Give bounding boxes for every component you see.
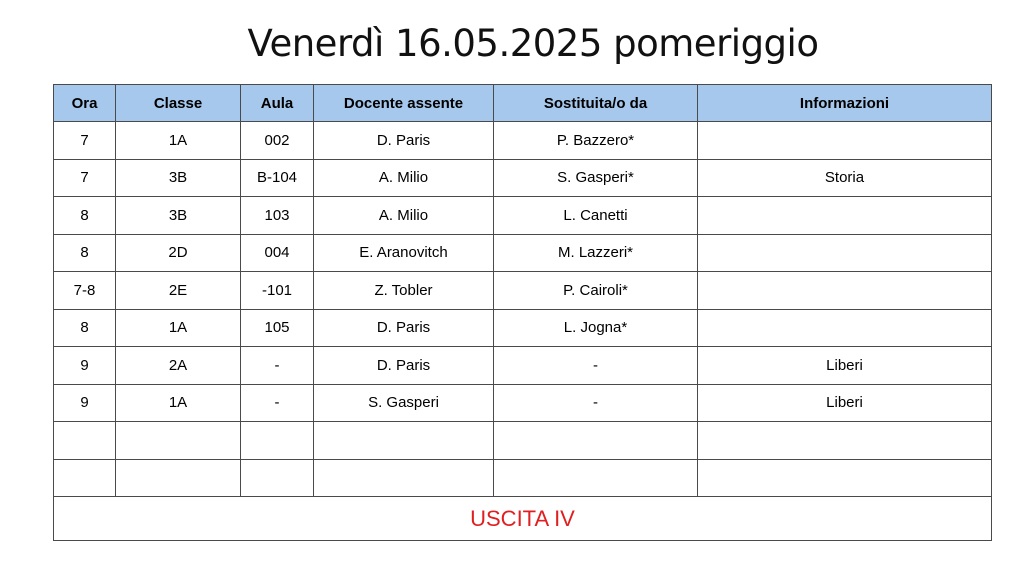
cell-informazioni: Liberi <box>698 384 992 422</box>
cell-docente: D. Paris <box>314 347 494 385</box>
cell-ora <box>54 459 116 497</box>
table-row <box>54 309 992 347</box>
cell-informazioni <box>698 309 992 347</box>
cell-informazioni <box>698 272 992 310</box>
table-row <box>54 197 992 235</box>
header-informazioni: Informazioni <box>698 85 992 122</box>
cell-informazioni <box>698 197 992 235</box>
header-docente-assente: Docente assente <box>314 85 494 122</box>
cell-ora: 8 <box>54 309 116 347</box>
cell-informazioni: Storia <box>698 159 992 197</box>
cell-docente: D. Paris <box>314 122 494 160</box>
cell-informazioni <box>698 422 992 460</box>
cell-docente: D. Paris <box>314 309 494 347</box>
cell-sostituto: - <box>494 347 698 385</box>
table-row <box>54 384 992 422</box>
cell-docente: A. Milio <box>314 159 494 197</box>
table-row <box>54 234 992 272</box>
cell-docente: S. Gasperi <box>314 384 494 422</box>
cell-aula: - <box>241 347 314 385</box>
cell-sostituto <box>494 459 698 497</box>
cell-ora: 7 <box>54 159 116 197</box>
cell-docente: Z. Tobler <box>314 272 494 310</box>
cell-aula <box>241 422 314 460</box>
header-ora: Ora <box>54 85 116 122</box>
cell-sostituto: L. Jogna* <box>494 309 698 347</box>
cell-sostituto: M. Lazzeri* <box>494 234 698 272</box>
cell-sostituto: P. Bazzero* <box>494 122 698 160</box>
cell-classe <box>116 459 241 497</box>
cell-docente <box>314 422 494 460</box>
cell-sostituto: P. Cairoli* <box>494 272 698 310</box>
cell-ora <box>54 422 116 460</box>
cell-aula: - <box>241 384 314 422</box>
table-row <box>54 347 992 385</box>
header-classe: Classe <box>116 85 241 122</box>
cell-ora: 7 <box>54 122 116 160</box>
cell-classe <box>116 422 241 460</box>
cell-informazioni: Liberi <box>698 347 992 385</box>
header-sostituita-da: Sostituita/o da <box>494 85 698 122</box>
cell-sostituto <box>494 422 698 460</box>
cell-ora: 8 <box>54 197 116 235</box>
cell-ora: 9 <box>54 384 116 422</box>
table-row-empty <box>54 422 992 460</box>
cell-docente <box>314 459 494 497</box>
cell-docente: A. Milio <box>314 197 494 235</box>
cell-classe: 2D <box>116 234 241 272</box>
table-row <box>54 272 992 310</box>
cell-classe: 2E <box>116 272 241 310</box>
cell-aula <box>241 459 314 497</box>
cell-classe: 2A <box>116 347 241 385</box>
table-header-row <box>54 85 992 122</box>
cell-classe: 3B <box>116 159 241 197</box>
exit-notice: USCITA IV <box>54 497 992 541</box>
cell-aula: 002 <box>241 122 314 160</box>
cell-aula: -101 <box>241 272 314 310</box>
cell-classe: 1A <box>116 309 241 347</box>
cell-ora: 8 <box>54 234 116 272</box>
table-footer-row <box>54 497 992 541</box>
cell-aula: B-104 <box>241 159 314 197</box>
cell-sostituto: L. Canetti <box>494 197 698 235</box>
cell-classe: 1A <box>116 122 241 160</box>
cell-sostituto: - <box>494 384 698 422</box>
cell-informazioni <box>698 234 992 272</box>
cell-classe: 1A <box>116 384 241 422</box>
cell-aula: 105 <box>241 309 314 347</box>
table-row <box>54 159 992 197</box>
cell-aula: 004 <box>241 234 314 272</box>
cell-sostituto: S. Gasperi* <box>494 159 698 197</box>
cell-aula: 103 <box>241 197 314 235</box>
table-row-empty <box>54 459 992 497</box>
cell-informazioni <box>698 122 992 160</box>
header-aula: Aula <box>241 85 314 122</box>
page-title: Venerdì 16.05.2025 pomeriggio <box>247 22 819 65</box>
table-row <box>54 122 992 160</box>
cell-informazioni <box>698 459 992 497</box>
cell-ora: 9 <box>54 347 116 385</box>
substitution-table <box>53 84 992 541</box>
cell-docente: E. Aranovitch <box>314 234 494 272</box>
cell-ora: 7-8 <box>54 272 116 310</box>
cell-classe: 3B <box>116 197 241 235</box>
